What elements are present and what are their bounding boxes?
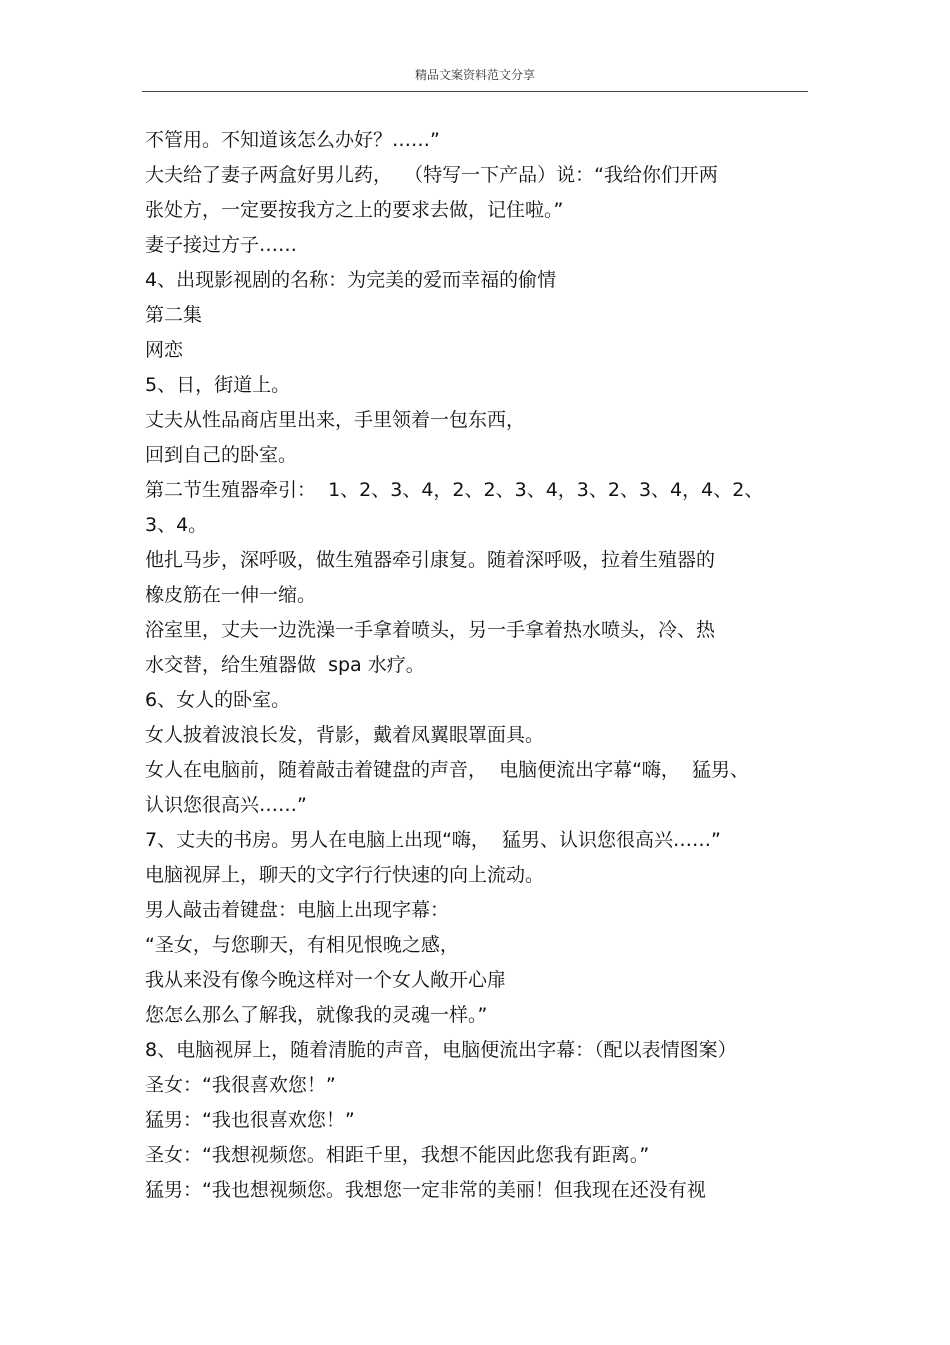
text-line: 女人披着波浪长发，背影，戴着凤翼眼罩面具。 bbox=[145, 724, 545, 746]
text-line: 5、日，街道上。 bbox=[145, 374, 291, 396]
text-line: 电脑视屏上，聊天的文字行行快速的向上流动。 bbox=[145, 864, 545, 886]
text-line: 张处方，一定要按我方之上的要求去做，记住啦。” bbox=[145, 199, 564, 221]
text-line: 4、出现影视剧的名称：为完美的爱而幸福的偷情 bbox=[145, 269, 557, 291]
text-line: 第二集 bbox=[145, 304, 203, 326]
text-line: 认识您很高兴……” bbox=[145, 794, 307, 816]
text-line: 8、电脑视屏上，随着清脆的声音，电脑便流出字幕：（配以表情图案） bbox=[145, 1039, 737, 1061]
text-line: 橡皮筋在一伸一缩。 bbox=[145, 584, 317, 606]
document-body bbox=[145, 123, 820, 1208]
text-line: 他扎马步，深呼吸，做生殖器牵引康复。随着深呼吸，拉着生殖器的 bbox=[145, 549, 716, 571]
text-line: 您怎么那么了解我，就像我的灵魂一样。” bbox=[145, 1004, 488, 1026]
text-line: 男人敲击着键盘：电脑上出现字幕： bbox=[145, 899, 450, 921]
text-line: 浴室里，丈夫一边洗澡一手拿着喷头，另一手拿着热水喷头，冷、热 bbox=[145, 619, 716, 641]
header-divider bbox=[142, 91, 808, 92]
text-line: 我从来没有像今晚这样对一个女人敞开心扉 bbox=[145, 969, 507, 991]
text-line: 丈夫从性品商店里出来，手里领着一包东西， bbox=[145, 409, 526, 431]
text-line: 猛男：“我也想视频您。我想您一定非常的美丽！但我现在还没有视 bbox=[145, 1179, 706, 1201]
text-line: 回到自己的卧室。 bbox=[145, 444, 298, 466]
text-line: 第二节生殖器牵引： 1、2、3、4，2、2、3、4，3、2、3、4，4、2、 bbox=[145, 479, 764, 501]
text-line: 圣女：“我很喜欢您！” bbox=[145, 1074, 336, 1096]
text-line: 6、女人的卧室。 bbox=[145, 689, 291, 711]
page-header: 精品文案资料范文分享 bbox=[414, 68, 535, 82]
text-line: 妻子接过方子…… bbox=[145, 234, 298, 256]
text-line: 圣女：“我想视频您。相距千里，我想不能因此您我有距离。” bbox=[145, 1144, 650, 1166]
text-line: 不管用。不知道该怎么办好？……” bbox=[145, 129, 440, 151]
text-line: 网恋 bbox=[145, 339, 184, 361]
text-line: 7、丈夫的书房。男人在电脑上出现“嗨， 猛男、认识您很高兴……” bbox=[145, 829, 721, 851]
text-line: 大夫给了妻子两盒好男儿药， （特写一下产品）说：“我给你们开两 bbox=[145, 164, 718, 186]
text-line: 水交替，给生殖器做 spa 水疗。 bbox=[145, 654, 425, 676]
text-line: 猛男：“我也很喜欢您！” bbox=[145, 1109, 355, 1131]
text-line: “圣女，与您聊天，有相见恨晚之感， bbox=[145, 934, 459, 956]
text-line: 女人在电脑前，随着敲击着键盘的声音， 电脑便流出字幕“嗨， 猛男、 bbox=[145, 759, 750, 781]
text-line: 3、4。 bbox=[145, 514, 208, 536]
